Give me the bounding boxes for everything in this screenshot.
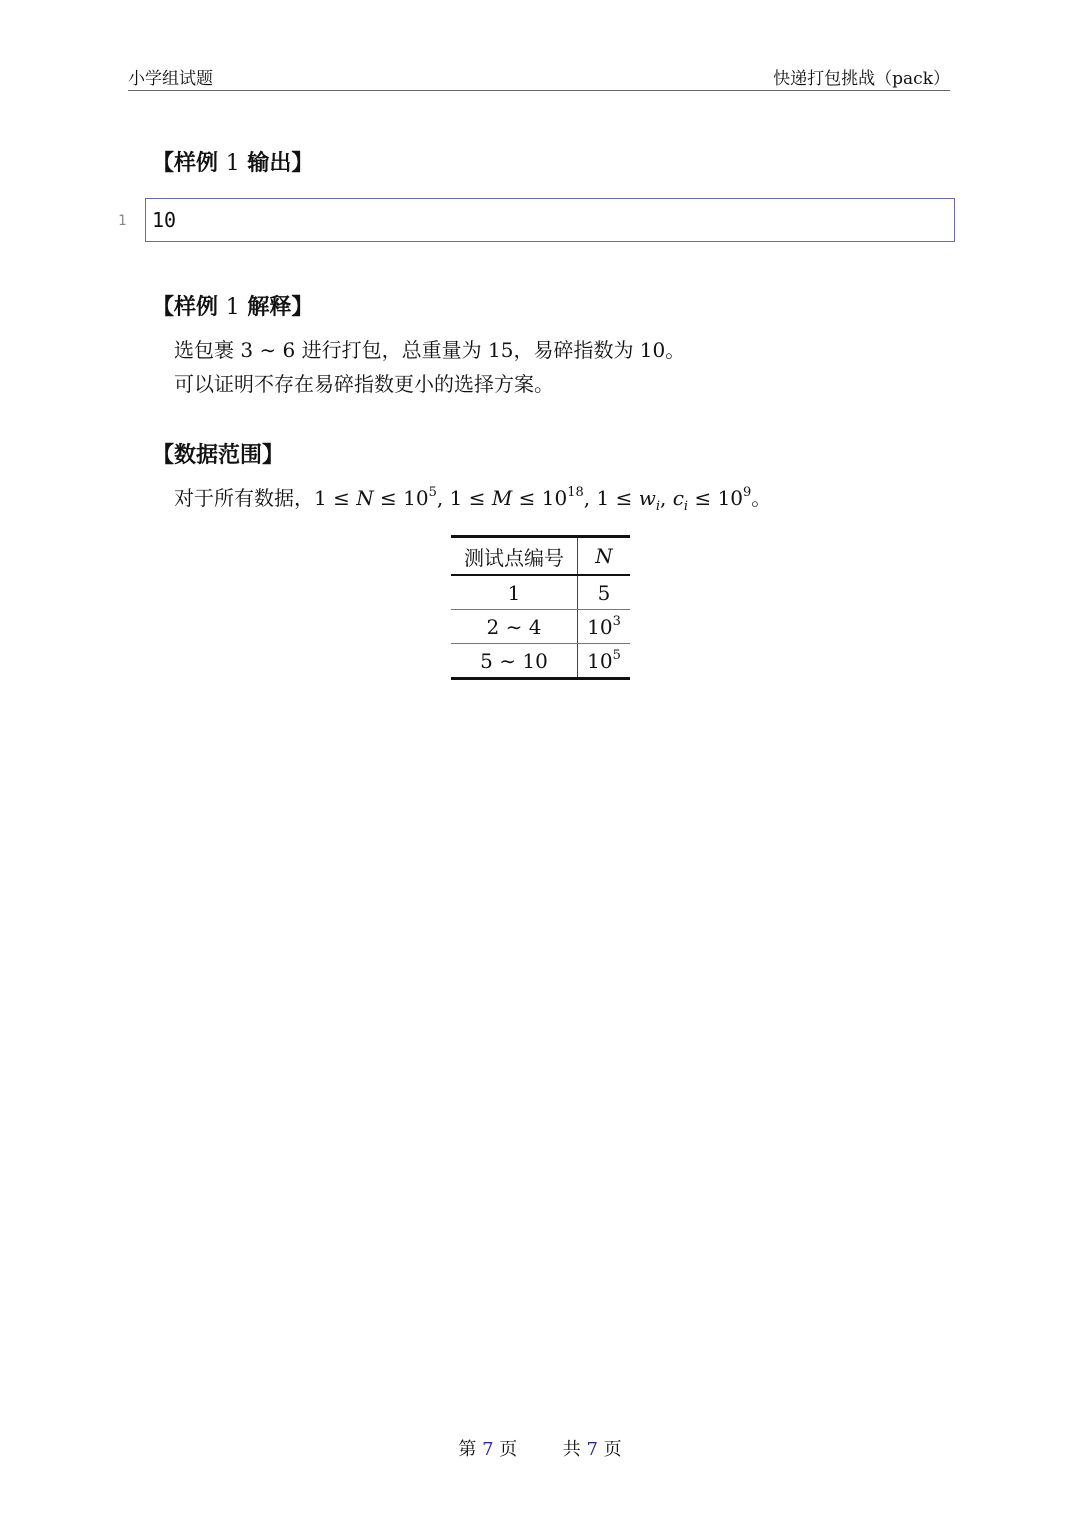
sample-explanation-line-1: 选包裹 3 ∼ 6 进行打包，总重量为 15，易碎指数为 10。 xyxy=(174,338,686,362)
constraint-m-lower: , 1 ≤ xyxy=(436,486,492,510)
page-header xyxy=(128,62,950,91)
sample-explanation-title xyxy=(152,290,313,321)
constraint-end: 。 xyxy=(751,486,772,510)
constraint-c-upper: ≤ 10 xyxy=(688,486,744,510)
table-cell-n xyxy=(578,610,631,644)
constraint-n-upper: ≤ 10 xyxy=(373,486,429,510)
footer-page-prefix: 第 xyxy=(458,1439,477,1460)
constraint-n-lower: 1 ≤ xyxy=(314,486,357,510)
sample-output-title xyxy=(152,146,313,177)
data-range-constraints xyxy=(174,484,771,512)
constraint-comma: , xyxy=(660,486,673,510)
header-contest-level: 小学组试题 xyxy=(128,69,213,89)
sample-explanation-line-2: 可以证明不存在易碎指数更小的选择方案。 xyxy=(174,372,554,396)
code-line-number: 1 xyxy=(118,213,127,229)
constraint-m-upper: ≤ 10 xyxy=(512,486,568,510)
data-range-title: 【数据范围】 xyxy=(152,443,285,468)
constraint-c-sub: i xyxy=(683,499,689,514)
sample-explanation-title-suffix: 解释】 xyxy=(247,295,314,320)
constraint-w-lower: , 1 ≤ xyxy=(583,486,639,510)
table-cell-points: 5 ∼ 10 xyxy=(451,644,578,679)
table-cell-n-exp: 5 xyxy=(612,647,621,663)
constraint-m-var: M xyxy=(491,486,513,510)
table-cell-n xyxy=(578,575,631,610)
data-range-table xyxy=(451,535,630,680)
footer-total-suffix: 页 xyxy=(603,1439,622,1460)
table-cell-n-base: 10 xyxy=(587,614,613,639)
sample-output-code-box[interactable] xyxy=(145,198,955,242)
sample-explanation-title-prefix: 【样例 xyxy=(152,295,219,320)
footer-total-prefix: 共 xyxy=(562,1439,581,1460)
constraint-m-exp: 18 xyxy=(567,485,584,500)
table-header-n xyxy=(578,537,631,576)
footer-total-number: 7 xyxy=(586,1439,598,1460)
constraint-w-sub: i xyxy=(655,499,660,514)
constraint-n-var: N xyxy=(356,486,374,510)
sample-explanation-title-num: 1 xyxy=(225,295,240,320)
constraint-c-var: c xyxy=(672,486,684,510)
table-cell-points: 1 xyxy=(451,575,578,610)
header-problem-title: 快递打包挑战（pack） xyxy=(773,69,950,89)
table-row xyxy=(451,644,630,679)
footer-page-suffix: 页 xyxy=(499,1439,518,1460)
table-header-row xyxy=(451,537,630,576)
data-range-intro: 对于所有数据， xyxy=(174,486,314,510)
table-row xyxy=(451,610,630,644)
table-header-test-points: 测试点编号 xyxy=(451,537,578,576)
sample-output-title-num: 1 xyxy=(225,151,240,176)
constraint-w-var: w xyxy=(638,486,656,510)
table-cell-n-exp: 3 xyxy=(612,613,621,629)
sample-output-title-suffix: 输出】 xyxy=(247,151,314,176)
page-footer xyxy=(0,1435,1080,1461)
table-cell-n-base: 10 xyxy=(587,648,613,673)
footer-page-number: 7 xyxy=(482,1439,494,1460)
table-cell-n-base: 5 xyxy=(597,580,611,605)
sample-output-code: 10 xyxy=(152,208,177,232)
table-cell-points: 2 ∼ 4 xyxy=(451,610,578,644)
constraint-c-exp: 9 xyxy=(743,485,752,500)
table-cell-n xyxy=(578,644,631,679)
sample-output-title-prefix: 【样例 xyxy=(152,151,219,176)
table-row xyxy=(451,575,630,610)
constraint-n-exp: 5 xyxy=(428,485,437,500)
table-header-n-var: N xyxy=(595,544,613,568)
